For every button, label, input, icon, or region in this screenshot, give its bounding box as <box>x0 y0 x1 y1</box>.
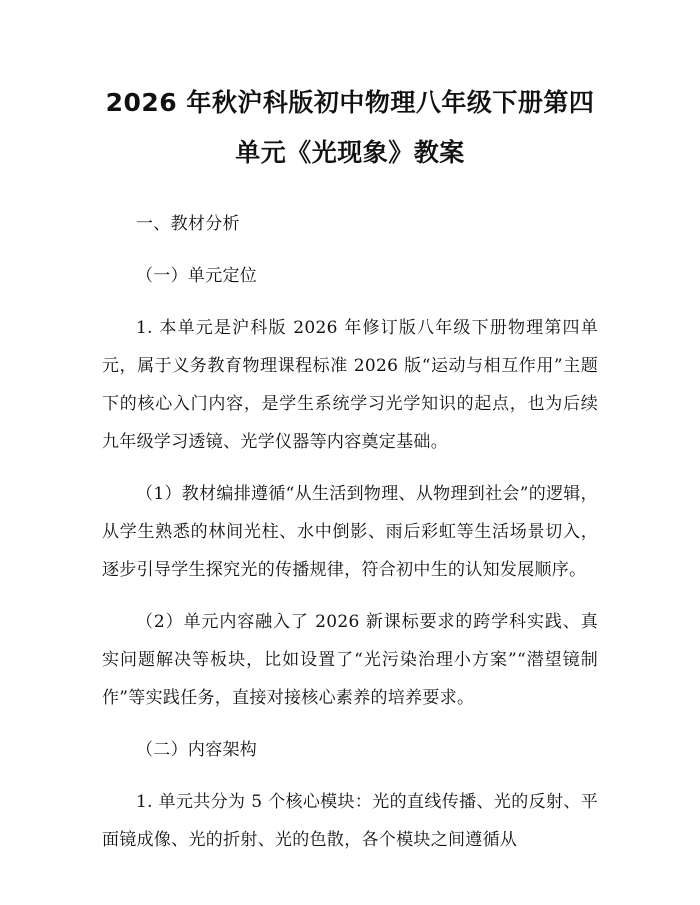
document-body <box>102 205 598 859</box>
paragraph-unit-overview: 1. 本单元是沪科版 2026 年修订版八年级下册物理第四单元，属于义务教育物理课程标准 2026 版“运动与相互作用”主题下的核心入门内容，是学生系统学习光学知识的起点，也为后续九年级学习透镜、光学仪器等内容奠定基础。 <box>102 318 598 452</box>
paragraph-core-modules: 1. 单元共分为 5 个核心模块：光的直线传播、光的反射、平面镜成像、光的折射、光的色散，各个模块之间遵循从 <box>102 792 598 850</box>
section-heading-textbook-analysis: 一、教材分析 <box>136 214 240 234</box>
document-title: 2026 年秋沪科版初中物理八年级下册第四单元《光现象》教案 <box>105 88 595 167</box>
paragraph-textbook-arrangement: （1）教材编排遵循“从生活到物理、从物理到社会”的逻辑，从学生熟悉的林间光柱、水中倒影、雨后彩虹等生活场景切入，逐步引导学生探究光的传播规律，符合初中生的认知发展顺序。 <box>102 484 598 580</box>
paragraph-curriculum-integration: （2）单元内容融入了 2026 新课标要求的跨学科实践、真实问题解决等板块，比如设置了“光污染治理小方案”“潜望镜制作”等实践任务，直接对接核心素养的培养要求。 <box>102 612 598 708</box>
subsection-heading-content-structure: （二）内容架构 <box>136 740 258 760</box>
subsection-heading-unit-position: （一）单元定位 <box>136 266 258 286</box>
